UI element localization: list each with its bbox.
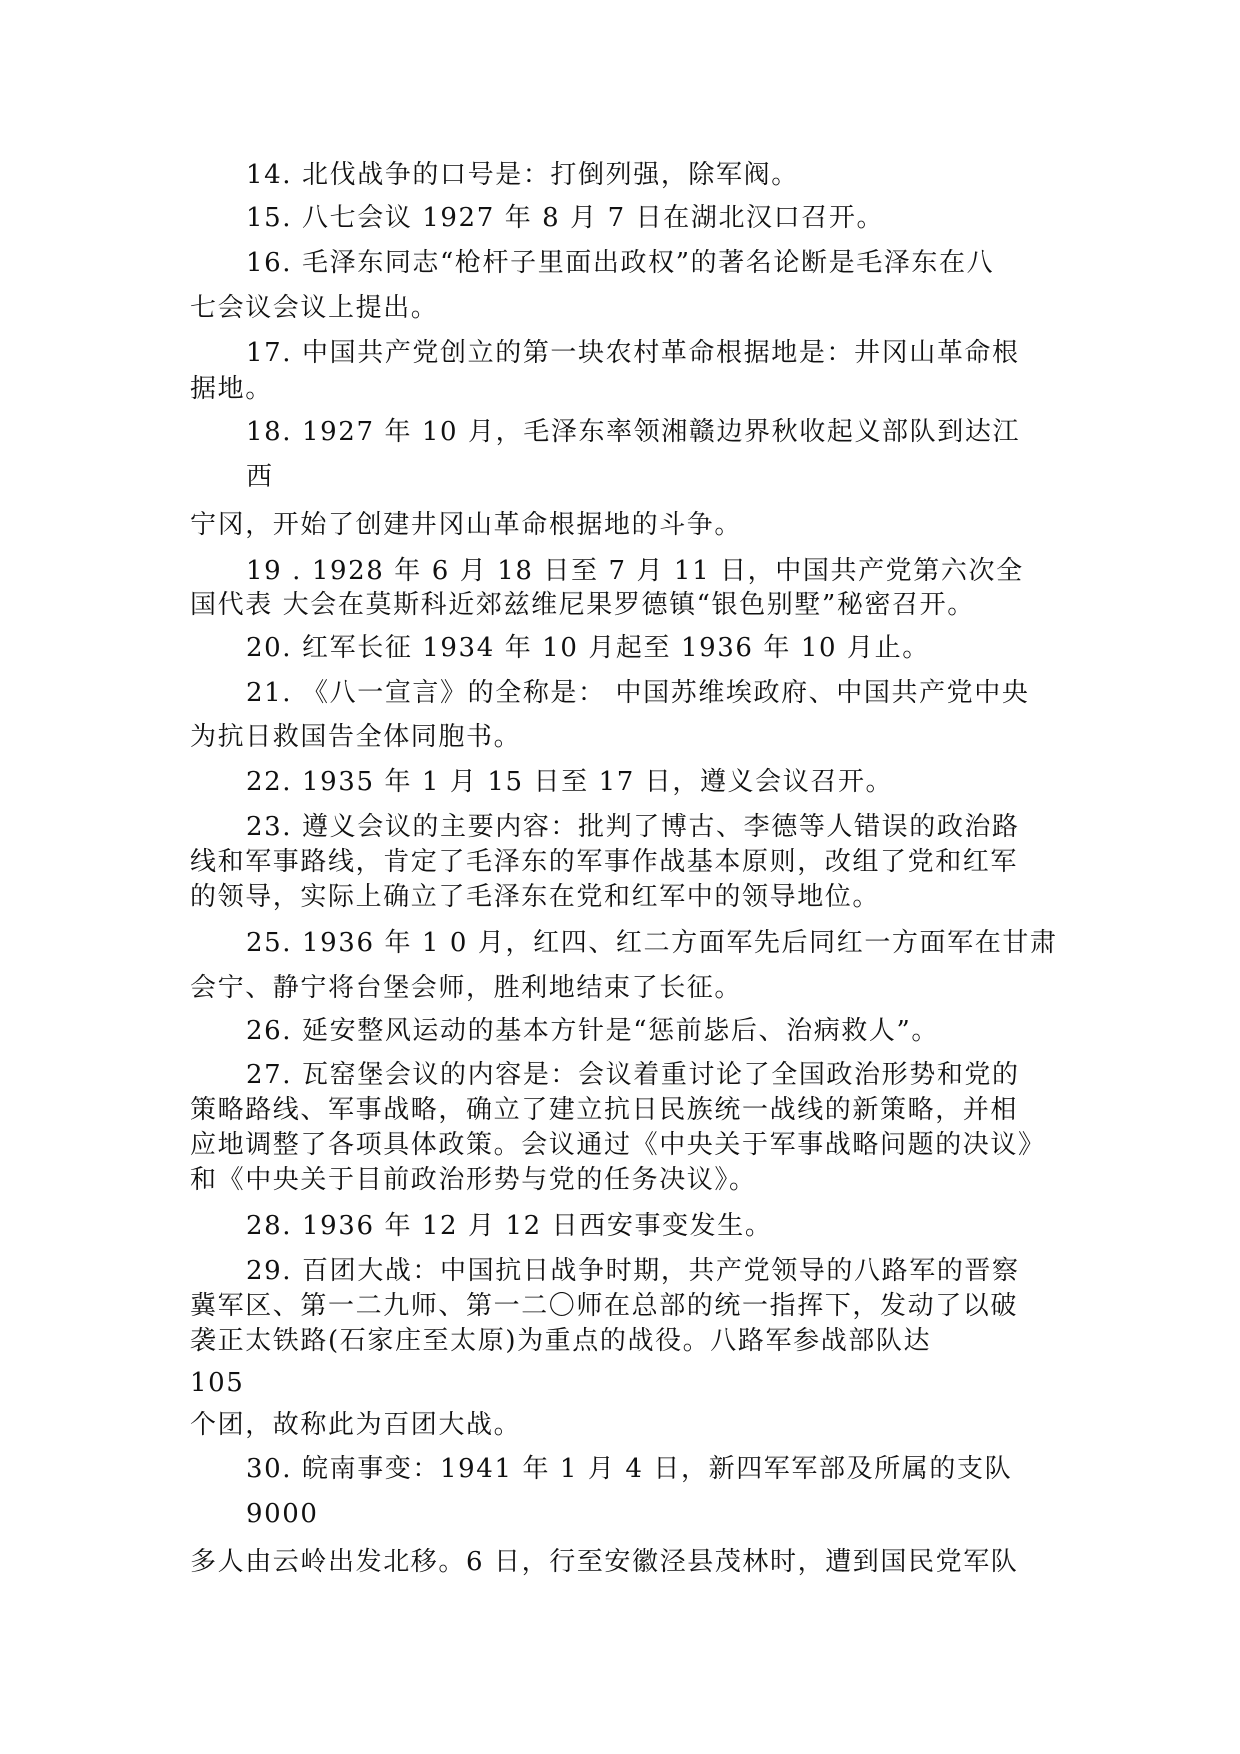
text-line: 105 xyxy=(190,1368,245,1398)
text-line: 七会议会议上提出。 xyxy=(190,293,439,323)
text-line: 21. 《八一宣言》的全称是： 中国苏维埃政府、中国共产党中央 xyxy=(246,678,1030,708)
text-line: 西 xyxy=(246,462,274,492)
text-line: 国代表 大会在莫斯科近郊兹维尼果罗德镇“银色别墅”秘密召开。 xyxy=(190,590,975,620)
text-line: 为抗日救国告全体同胞书。 xyxy=(190,722,522,752)
text-line: 个团，故称此为百团大战。 xyxy=(190,1410,522,1440)
text-line: 会宁、静宁将台堡会师，胜利地结束了长征。 xyxy=(190,973,743,1003)
text-line: 16. 毛泽东同志“枪杆子里面出政权”的著名论断是毛泽东在八 xyxy=(246,248,995,278)
text-line: 15. 八七会议 1927 年 8 月 7 日在湖北汉口召开。 xyxy=(246,203,885,233)
text-line: 20. 红军长征 1934 年 10 月起至 1936 年 10 月止。 xyxy=(246,633,930,663)
text-line: 26. 延安整风运动的基本方针是“惩前毖后、治病救人”。 xyxy=(246,1016,939,1046)
text-line: 的领导，实际上确立了毛泽东在党和红军中的领导地位。 xyxy=(190,882,881,912)
text-line: 27. 瓦窑堡会议的内容是：会议着重讨论了全国政治形势和党的 xyxy=(246,1060,1020,1090)
text-line: 17. 中国共产党创立的第一块农村革命根据地是：井冈山革命根 xyxy=(246,338,1020,368)
text-line: 22. 1935 年 1 月 15 日至 17 日，遵义会议召开。 xyxy=(246,767,894,797)
text-line: 14. 北伐战争的口号是：打倒列强，除军阀。 xyxy=(246,160,799,190)
text-line: 冀军区、第一二九师、第一二〇师在总部的统一指挥下，发动了以破 xyxy=(190,1291,1019,1321)
text-line: 多人由云岭出发北移。6 日，行至安徽泾县茂林时，遭到国民党军队 xyxy=(190,1547,1019,1577)
text-line: 应地调整了各项具体政策。会议通过《中央关于军事战略问题的决议》 xyxy=(190,1130,1046,1160)
text-line: 和《中央关于目前政治形势与党的任务决议》。 xyxy=(190,1165,757,1195)
text-line: 28. 1936 年 12 月 12 日西安事变发生。 xyxy=(246,1211,773,1241)
text-line: 30. 皖南事变：1941 年 1 月 4 日，新四军军部及所属的支队 xyxy=(246,1454,1013,1484)
text-line: 线和军事路线，肯定了毛泽东的军事作战基本原则，改组了党和红军 xyxy=(190,847,1019,877)
text-line: 25. 1936 年 1 0 月，红四、红二方面军先后同红一方面军在甘肃 xyxy=(246,928,1058,958)
text-line: 19 . 1928 年 6 月 18 日至 7 月 11 日，中国共产党第六次全 xyxy=(246,556,1024,586)
text-line: 袭正太铁路(石家庄至太原)为重点的战役。八路军参战部队达 xyxy=(190,1326,932,1356)
text-line: 9000 xyxy=(246,1499,319,1529)
text-line: 据地。 xyxy=(190,374,273,404)
text-line: 18. 1927 年 10 月，毛泽东率领湘赣边界秋收起义部队到达江 xyxy=(246,417,1021,447)
text-line: 29. 百团大战：中国抗日战争时期，共产党领导的八路军的晋察 xyxy=(246,1256,1020,1286)
text-line: 23. 遵义会议的主要内容：批判了博古、李德等人错误的政治路 xyxy=(246,812,1020,842)
text-line: 宁冈，开始了创建井冈山革命根据地的斗争。 xyxy=(190,510,743,540)
text-line: 策略路线、军事战略，确立了建立抗日民族统一战线的新策略，并相 xyxy=(190,1095,1019,1125)
